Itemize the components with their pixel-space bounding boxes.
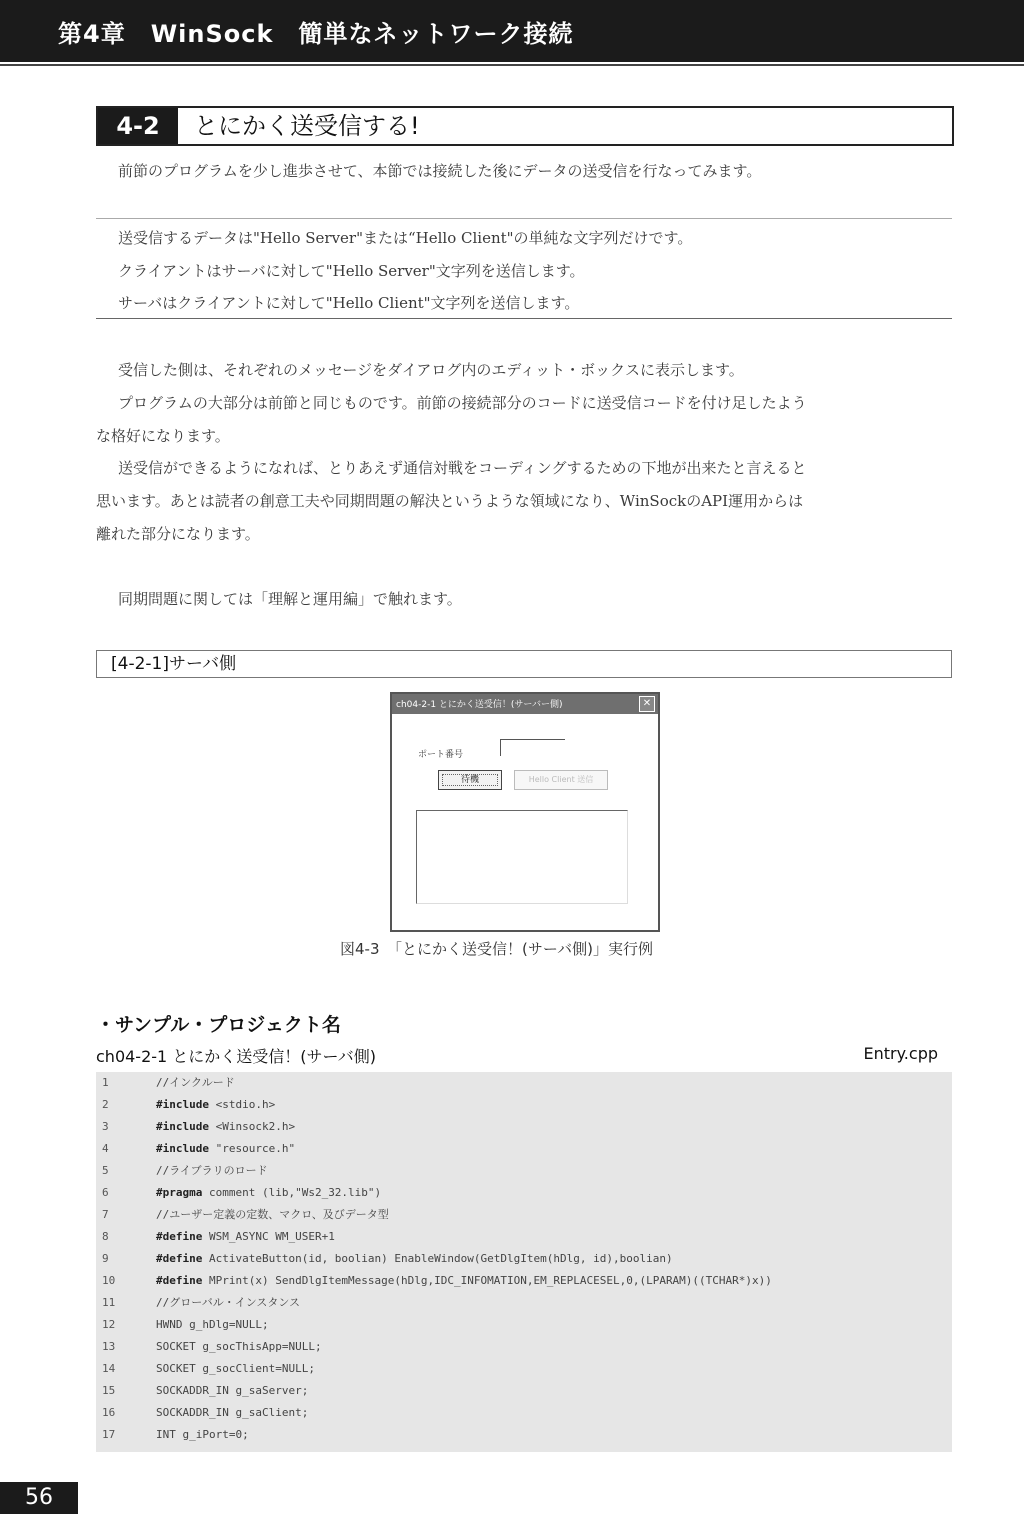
- code-line: [96, 1226, 952, 1248]
- message-edit-box[interactable]: [416, 810, 628, 904]
- code-text: [156, 1358, 315, 1380]
- body-text: 受信した側は、それぞれのメッセージをダイアログ内のエディット・ボックスに表示します。: [118, 361, 744, 379]
- code-text: [156, 1072, 235, 1094]
- section-number: 4-2: [98, 108, 178, 144]
- body-text: 送受信ができるようになれば、とりあえず通信対戦をコーディングするための下地が出来たと言えると: [118, 459, 807, 477]
- body-text: 思います。あとは読者の創意工夫や同期問題の解決というような領域になり、WinSockのAPI運用からは: [96, 492, 804, 510]
- line-number: 15: [102, 1384, 116, 1397]
- code-keyword: #define: [156, 1230, 203, 1243]
- code-line: [96, 1160, 952, 1182]
- line-number: 17: [102, 1428, 116, 1441]
- code-keyword: #define: [156, 1252, 203, 1265]
- code-line: [96, 1182, 952, 1204]
- sample-project-name: ch04-2-1 とにかく送受信！(サーバ側): [96, 1047, 376, 1066]
- line-number: 12: [102, 1318, 116, 1331]
- code-text: [156, 1292, 300, 1314]
- dialog-titlebar: [392, 694, 658, 714]
- subsection-heading: [96, 650, 952, 678]
- code-rest: //グローバル・インスタンス: [156, 1296, 301, 1309]
- code-text: [156, 1248, 673, 1270]
- code-rest: SOCKADDR_IN g_saServer;: [156, 1384, 309, 1397]
- code-text: [156, 1336, 322, 1358]
- code-text: [156, 1402, 308, 1424]
- line-number: 1: [102, 1076, 109, 1089]
- line-number: 9: [102, 1252, 109, 1265]
- figure-caption: 図4-3 「とにかく送受信！(サーバ側)」実行例: [340, 940, 653, 958]
- section-title: とにかく送受信する!: [194, 112, 420, 140]
- port-label: ポート番号: [418, 750, 464, 760]
- code-rest: HWND g_hDlg=NULL;: [156, 1318, 269, 1331]
- code-rest: WSM_ASYNC WM_USER+1: [202, 1230, 335, 1243]
- note-top-rule: [96, 218, 952, 219]
- code-text: [156, 1116, 295, 1138]
- page-number: 56: [0, 1482, 78, 1514]
- line-number: 14: [102, 1362, 116, 1375]
- code-keyword: #define: [156, 1274, 203, 1287]
- code-line: [96, 1358, 952, 1380]
- code-text: [156, 1182, 381, 1204]
- note-bottom-rule: [96, 318, 952, 319]
- code-rest: SOCKET g_socClient=NULL;: [156, 1362, 315, 1375]
- port-input[interactable]: [500, 739, 565, 756]
- code-rest: comment (lib,"Ws2_32.lib"): [202, 1186, 382, 1199]
- code-text: [156, 1160, 268, 1182]
- code-line: [96, 1270, 952, 1292]
- code-rest: <Winsock2.h>: [208, 1120, 296, 1133]
- code-text: [156, 1314, 269, 1336]
- line-number: 10: [102, 1274, 116, 1287]
- source-file-name: Entry.cpp: [863, 1044, 938, 1063]
- code-text: [156, 1270, 772, 1292]
- code-line: [96, 1402, 952, 1424]
- code-rest: "resource.h": [208, 1142, 296, 1155]
- send-button[interactable]: Hello Client 送信: [514, 770, 608, 790]
- code-text: [156, 1226, 335, 1248]
- code-rest: INT g_iPort=0;: [156, 1428, 249, 1441]
- code-line: [96, 1204, 952, 1226]
- code-rest: <stdio.h>: [208, 1098, 276, 1111]
- code-rest: SOCKADDR_IN g_saClient;: [156, 1406, 309, 1419]
- code-rest: //ライブラリのロード: [156, 1164, 268, 1177]
- code-rest: //ユーザー定義の定数、マクロ、及びデータ型: [156, 1208, 389, 1221]
- line-number: 4: [102, 1142, 109, 1155]
- line-number: 13: [102, 1340, 116, 1353]
- code-line: [96, 1248, 952, 1270]
- code-rest: MPrint(x) SendDlgItemMessage(hDlg,IDC_INFOMATION,EM_REPLACESEL,0,(LPARAM)((TCHAR*)x)): [202, 1274, 772, 1287]
- line-number: 8: [102, 1230, 109, 1243]
- code-line: [96, 1138, 952, 1160]
- code-rest: SOCKET g_socThisApp=NULL;: [156, 1340, 322, 1353]
- note-line: クライアントはサーバに対して"Hello Server"文字列を送信します。: [118, 262, 585, 280]
- code-keyword: #include: [156, 1098, 209, 1111]
- close-icon[interactable]: ✕: [639, 696, 655, 712]
- code-keyword: #include: [156, 1120, 209, 1133]
- code-line: [96, 1094, 952, 1116]
- sample-heading: ・サンプル・プロジェクト名: [96, 1014, 341, 1036]
- note-line: 送受信するデータは"Hello Server"または“Hello Client"の単純な文字列だけです。: [118, 229, 693, 247]
- dialog-screenshot: [390, 692, 660, 932]
- subsection-title: [4-2-1]サーバ側: [111, 654, 237, 674]
- wait-button[interactable]: [438, 770, 502, 790]
- line-number: 6: [102, 1186, 109, 1199]
- code-text: [156, 1204, 389, 1226]
- code-line: [96, 1424, 952, 1446]
- line-number: 2: [102, 1098, 109, 1111]
- chapter-title: 第4章 WinSock 簡単なネットワーク接続: [58, 20, 574, 48]
- code-line: [96, 1116, 952, 1138]
- body-text: プログラムの大部分は前節と同じものです。前節の接続部分のコードに送受信コードを付け足したよう: [118, 394, 807, 412]
- code-keyword: #include: [156, 1142, 209, 1155]
- section-heading: [96, 106, 954, 146]
- line-number: 3: [102, 1120, 109, 1133]
- code-line: [96, 1292, 952, 1314]
- body-text: な格好になります。: [96, 427, 230, 445]
- dialog-title: ch04-2-1 とにかく送受信！(サーバー側): [396, 700, 563, 710]
- line-number: 11: [102, 1296, 116, 1309]
- focus-rect: [442, 774, 498, 786]
- code-text: [156, 1138, 295, 1160]
- note-line: サーバはクライアントに対して"Hello Client"文字列を送信します。: [118, 294, 580, 312]
- code-line: [96, 1380, 952, 1402]
- line-number: 5: [102, 1164, 109, 1177]
- code-rest: //インクルード: [156, 1076, 235, 1089]
- code-text: [156, 1424, 249, 1446]
- running-header: [0, 0, 1024, 62]
- code-line: [96, 1336, 952, 1358]
- code-text: [156, 1094, 275, 1116]
- intro-paragraph: 前節のプログラムを少し進歩させて、本節では接続した後にデータの送受信を行なってみます。: [118, 162, 762, 180]
- line-number: 16: [102, 1406, 116, 1419]
- code-rest: ActivateButton(id, boolian) EnableWindow(GetDlgItem(hDlg, id),boolian): [202, 1252, 673, 1265]
- header-rule: [0, 64, 1024, 66]
- code-line: [96, 1314, 952, 1336]
- body-text: 離れた部分になります。: [96, 525, 260, 543]
- body-text: 同期問題に関しては「理解と運用編」で触れます。: [118, 590, 462, 608]
- wait-button-label: 待機: [460, 775, 479, 785]
- code-line: [96, 1072, 952, 1094]
- line-number: 7: [102, 1208, 109, 1221]
- code-listing: [96, 1072, 952, 1452]
- code-keyword: #pragma: [156, 1186, 203, 1199]
- code-text: [156, 1380, 308, 1402]
